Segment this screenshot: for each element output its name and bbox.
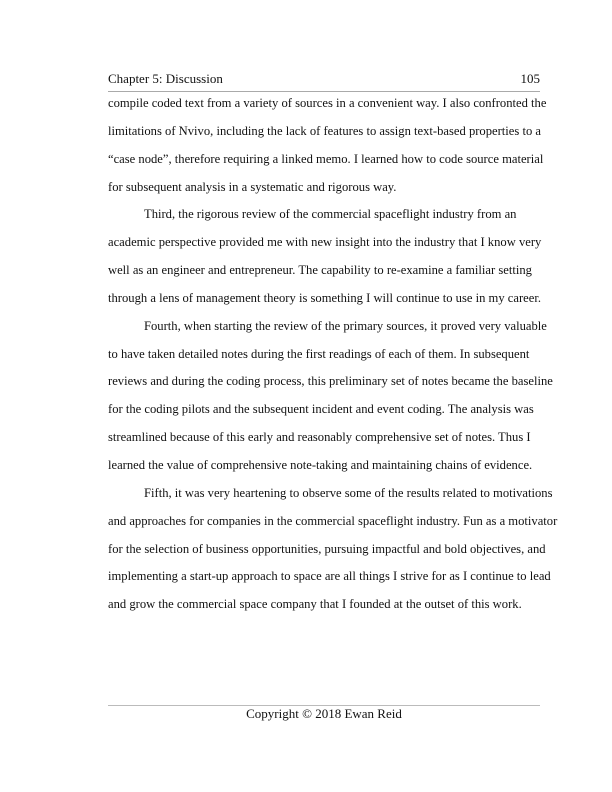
text-line: and grow the commercial space company that I founded at the outset of this work.	[108, 597, 522, 612]
text-line: implementing a start-up approach to space are all things I strive for as I continue to lead	[108, 569, 551, 584]
text-line: for the selection of business opportunities, pursuing impactful and bold objectives, and	[108, 541, 546, 556]
text-line: Fourth, when starting the review of the primary sources, it proved very valuable	[144, 318, 547, 333]
text-line: academic perspective provided me with new insight into the industry that I know very	[108, 235, 542, 250]
text-line: learned the value of comprehensive note-taking and maintaining chains of evidence.	[108, 457, 533, 472]
text-line: for subsequent analysis in a systematic and rigorous way.	[108, 179, 397, 194]
text-line: compile coded text from a variety of sources in a convenient way. I also confronted the	[108, 96, 547, 110]
text-line: Fifth, it was very heartening to observe some of the results related to motivations	[144, 485, 553, 500]
text-line: limitations of Nvivo, including the lack of features to assign text-based properties to a	[108, 123, 541, 138]
text-line: streamlined because of this early and reasonably comprehensive set of notes. Thus I	[108, 430, 531, 445]
copyright-footer: Copyright © 2018 Ewan Reid	[246, 706, 402, 721]
text-line: through a lens of management theory is something I will continue to use in my career.	[108, 290, 541, 305]
text-line: “case node”, therefore requiring a linked memo. I learned how to code source material	[108, 151, 544, 166]
body-text	[108, 94, 558, 623]
page-number: 105	[520, 71, 540, 86]
header-divider	[108, 91, 540, 92]
text-line: reviews and during the coding process, this preliminary set of notes became the baseline	[108, 374, 553, 389]
text-line: well as an engineer and entrepreneur. The capability to re-examine a familiar setting	[108, 263, 532, 278]
text-line: to have taken detailed notes during the first readings of each of them. In subsequent	[108, 346, 530, 361]
running-header	[108, 71, 540, 87]
text-line: and approaches for companies in the commercial spaceflight industry. Fun as a motivator	[108, 513, 558, 528]
chapter-title: Chapter 5: Discussion	[108, 71, 223, 86]
text-line: for the coding pilots and the subsequent incident and event coding. The analysis was	[108, 402, 534, 417]
text-line: Third, the rigorous review of the commercial spaceflight industry from an	[144, 207, 517, 222]
